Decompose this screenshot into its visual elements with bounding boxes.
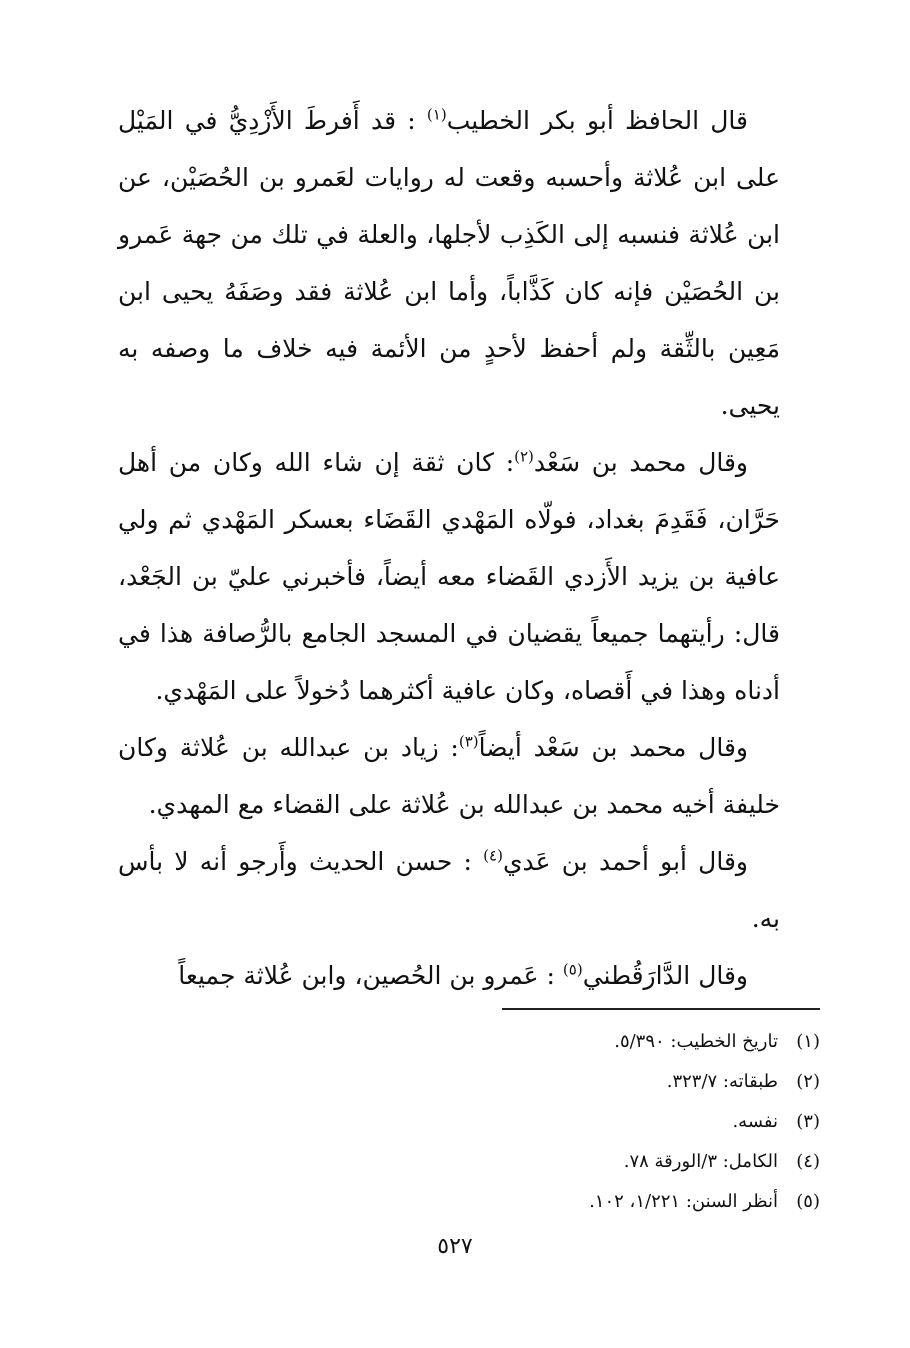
paragraph	[118, 833, 780, 947]
footnote-item	[400, 1102, 820, 1142]
footnote-number: (٣)	[796, 1111, 820, 1132]
main-text	[118, 92, 780, 1004]
paragraph-text: : زياد بن عبدالله بن عُلاثة وكان خليفة أخيه محمد بن عبدالله بن عُلاثة على القضاء مع المهدي.	[118, 733, 780, 819]
footnote-number: (١)	[796, 1031, 820, 1052]
page-number: ٥٢٧	[437, 1234, 473, 1259]
paragraph-text: قال الحافظ أبو بكر الخطيب	[446, 106, 748, 135]
footnote-number: (٥)	[796, 1191, 820, 1212]
footnote-text: الكامل: ٣/الورقة ٧٨.	[623, 1151, 778, 1172]
paragraph-text: : عَمرو بن الحُصين، وابن عُلاثة جميعاً	[178, 961, 563, 990]
paragraph-text: : حسن الحديث وأَرجو أنه لا بأس به.	[118, 847, 780, 933]
footnote-text: تاريخ الخطيب: ٥/٣٩٠.	[614, 1031, 778, 1052]
footnote-number: (٢)	[796, 1071, 820, 1092]
footnote-item	[400, 1022, 820, 1062]
footnote-reference: (٤)	[483, 846, 503, 865]
footnote-reference: (٢)	[514, 447, 534, 466]
paragraph	[118, 434, 780, 719]
footnote-item	[400, 1062, 820, 1102]
footnote-reference: (١)	[426, 105, 447, 124]
footnote-text: طبقاته: ٣٢٣/٧.	[666, 1071, 778, 1092]
footnote-separator	[502, 1008, 820, 1010]
footnote-text: نفسه.	[732, 1111, 778, 1132]
paragraph-text: وقال محمد بن سَعْد	[533, 448, 748, 477]
footnote-text: أنظر السنن: ١/٢٢١، ١٠٢.	[589, 1191, 778, 1212]
paragraph-text: : قد أَفرطَ الأَزْدِيُّ في المَيْل على ابن عُلاثة وأحسبه وقعت له روايات لعَمرو بن الحُصَيْن، عن ابن عُلاثة فنسبه إلى الكَذِب لأجلها، والعلة في تلك من جهة عَمرو بن الحُصَيْن فإنه كان كَذَّاباً، وأما ابن عُلاثة فقد وصَفَهُ يحيى ابن مَعِين بالثِّقة ولم أحفظ لأحدٍ من الأئمة فيه خلاف ما وصفه به يحيى.	[118, 106, 780, 420]
paragraph-text: وقال الدَّارَقُطني	[582, 961, 748, 990]
paragraph	[118, 947, 780, 1004]
footnote-reference: (٣)	[458, 732, 479, 751]
paragraph	[118, 92, 780, 434]
paragraph-text: وقال أبو أحمد بن عَدي	[502, 847, 748, 876]
footnote-item	[400, 1182, 820, 1222]
paragraph-text: : كان ثقة إن شاء الله وكان من أهل حَرَّان، فَقَدِمَ بغداد، فولّاه المَهْدي القَضَاء بعسكر المَهْدي ثم ولي عافية بن يزيد الأَزدي القَضاء معه أيضاً، فأخبرني عليّ بن الجَعْد، قال: رأيتهما جميعاً يقضيان في المسجد الجامع بالرُّصافة هذا في أدناه وهذا في أَقصاه، وكان عافية أكثرهما دُخولاً على المَهْدي.	[118, 448, 780, 705]
footnotes-list	[400, 1022, 820, 1222]
paragraph	[118, 719, 780, 833]
paragraph-text: وقال محمد بن سَعْد أيضاً	[478, 733, 748, 762]
footnote-item	[400, 1142, 820, 1182]
footnote-number: (٤)	[796, 1151, 820, 1172]
footnote-reference: (٥)	[562, 960, 583, 979]
